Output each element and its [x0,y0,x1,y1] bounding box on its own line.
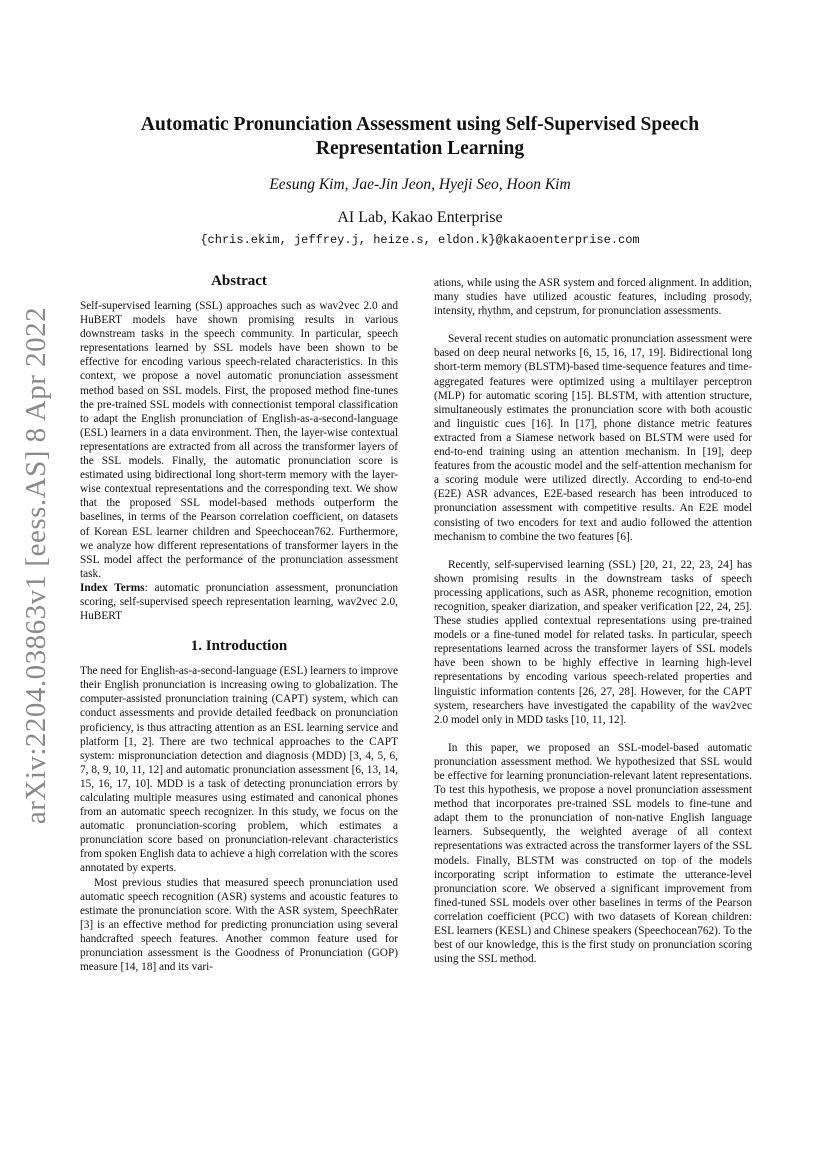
index-terms [80,581,398,623]
intro-paragraph-5: In this paper, we proposed an SSL-model-based automatic pronunciation assessment method. We hypothesized that SSL would be effective for learning pronunciation-relevant latent representations. To test this hypothesis, we propose a novel pronunciation assessment method that incorporates pre-trained SSL models to fine-tune and adapt them to the pronunciation of non-native English language learners. Subsequently, the weighted average of all context representations was extracted across the transformer layers of the SSL models. Finally, BLSTM was constructed on top of the models incorporating script information to estimate the utterance-level pronunciation score. We observed a significant improvement from fined-tuned SSL models over other baselines in terms of the Pearson correlation coefficient (PCC) with two datasets of Korean children: ESL learners (KESL) and Chinese speakers (Speechocean762). To the best of our knowledge, this is the first study on pronunciation scoring using the SSL method. [434,741,752,966]
index-terms-label: Index Terms [80,581,145,594]
abstract-body: Self-supervised learning (SSL) approaches such as wav2vec 2.0 and HuBERT models have shown promising results in various downstream tasks in the speech community. In particular, speech representations learned by SSL models have been shown to be effective for encoding various speech-related characteristics. In this context, we propose a novel automatic pronunciation assessment method based on SSL models. First, the proposed method fine-tunes the pre-trained SSL models with connectionist temporal classification to adapt the English pronunciation of English-as-a-second-language (ESL) learners in a data environment. Then, the layer-wise contextual representations are extracted from all across the transformer layers of the SSL models. Finally, the automatic pronunciation score is estimated using bidirectional long short-term memory with the layer-wise contextual representations and the corresponding text. We show that the proposed SSL model-based methods outperform the baselines, in terms of the Pearson correlation coefficient, on datasets of Korean ESL learner children and Speechocean762. Furthermore, we analyze how different representations of transformer layers in the SSL model affect the performance of the pronunciation assessment task. [80,300,398,580]
left-column [80,272,398,974]
author-list: Eesung Kim, Jae-Jin Jeon, Hyeji Seo, Hoon Kim [269,176,571,193]
abstract-heading: Abstract [211,273,267,289]
introduction-heading: 1. Introduction [190,638,288,655]
intro-paragraph-2-continued: ations, while using the ASR system and forced alignment. In addition, many studies have utilized acoustic features, including prosody, intensity, rhythm, and cepstrum, for pronunciation assessments. [434,277,752,318]
affiliation: AI Lab, Kakao Enterprise [337,209,503,226]
author-emails: {chris.ekim, jeffrey.j, heize.s, eldon.k}@kakaoenterprise.com [200,233,640,247]
right-column [434,276,752,966]
index-terms-text: : automatic pronunciation assessment, pronunciation scoring, self-supervised speech representation learning, wav2vec 2.0, HuBERT [80,581,398,623]
arxiv-identifier-text: arXiv:2204.03863v1 [eess.AS] 8 Apr 2022 [20,306,53,824]
intro-paragraph-1: The need for English-as-a-second-language (ESL) learners to improve their English pronunciation is increasing owing to globalization. The computer-assisted pronunciation training (CAPT) system, which can conduct assessments and provide detailed feedback on pronunciation proficiency, is thus attracting attention as an ESL learning service and platform [1, 2]. There are two technical approaches to the CAPT system: mispronunciation detection and diagnosis (MDD) [3, 4, 5, 6, 7, 8, 9, 10, 11, 12] and automatic pronunciation assessment [6, 13, 14, 15, 16, 17, 10]. MDD is a task of detecting pronunciation errors by calculating multiple measures using estimated and canonical phones from an automatic speech recognizer. In this study, we focus on the automatic pronunciation-scoring problem, which estimates a pronunciation score based on pronunciation-relevant characteristics from spoken English data to achieve a high correlation with the scores annotated by experts. [80,665,398,875]
intro-paragraph-3: Several recent studies on automatic pronunciation assessment were based on deep neural networks [6, 15, 16, 17, 19]. Bidirectional long short-term memory (BLSTM)-based time-sequence features and time-aggregated features were optimized using a multilayer perceptron (MLP) for automatic scoring [15]. BLSTM, with attention structure, simultaneously estimates the pronunciation score with both acoustic and linguistic cues [16]. In [17], phone distance metric features extracted from a Siamese network based on BLSTM were used for end-to-end training using an attention mechanism. In [19], deep features from the acoustic model and the self-attention mechanism for a scoring module were utilized directly. According to end-to-end (E2E) ASR advances, E2E-based research has been introduced to pronunciation assessment with competitive results. An E2E model consisting of two encoders for text and audio followed the attention mechanism to combine the two features [6]. [434,333,752,543]
paper-title: Automatic Pronunciation Assessment using Self-Supervised Speech Representation Learning [140,114,700,159]
intro-paragraph-2: Most previous studies that measured speech pronunciation used automatic speech recognition (ASR) systems and acoustic features to estimate the pronunciation score. With the ASR system, SpeechRater [3] is an effective method for predicting pronunciation using several handcrafted speech features. Another common feature used for pronunciation assessment is the Goodness of Pronunciation (GOP) measure [14, 18] and its vari- [80,876,398,974]
intro-paragraph-4: Recently, self-supervised learning (SSL) [20, 21, 22, 23, 24] has shown promising results in the downstream tasks of speech processing applications, such as ASR, phoneme recognition, emotion recognition, speaker diarization, and speaker verification [22, 24, 25]. These studies applied contextual representations using pre-trained models or a fine-tuned model for related tasks. In particular, speech representations learned across the transformer layers of SSL models have been shown to be highly effective in learning high-level representations by encoding various speech-related properties and linguistic information contents [26, 27, 28]. However, for the CAPT system, researchers have investigated the capability of the wav2vec 2.0 model only in MDD tasks [10, 11, 12]. [434,558,752,726]
arxiv-side-identifier [14,270,60,860]
